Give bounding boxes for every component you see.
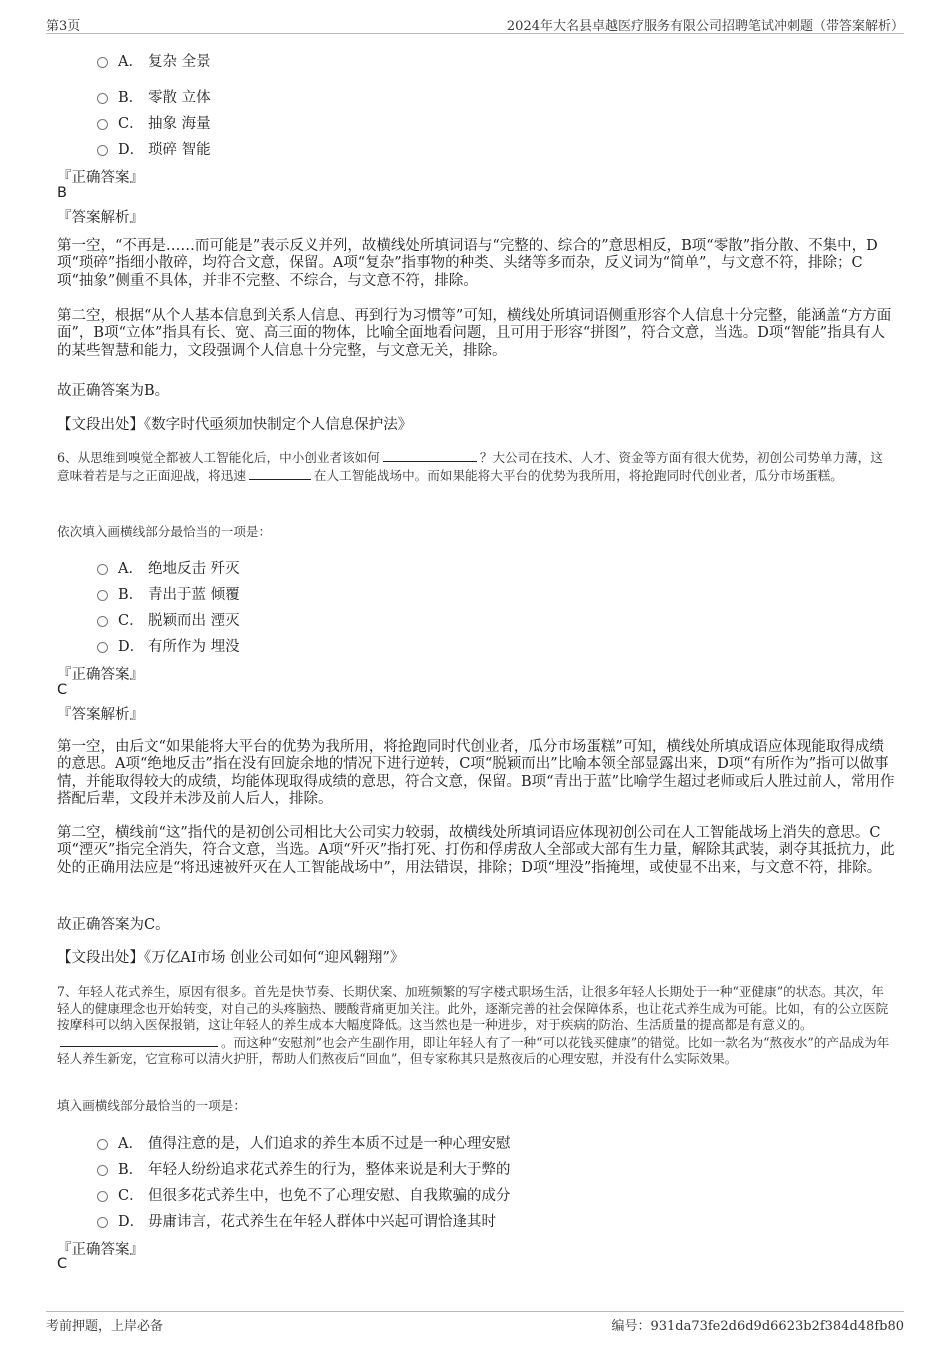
radio-icon[interactable]	[97, 1191, 108, 1202]
radio-icon[interactable]	[97, 93, 108, 104]
q7-answer: C	[57, 1256, 68, 1272]
radio-icon[interactable]	[97, 145, 108, 156]
q6-option-d[interactable]: D． 有所作为 埋没	[97, 635, 240, 656]
document-id: 编号：931da73fe2d6d9d6623b2f384d48fb80	[611, 1319, 904, 1334]
q7-answer-label: 『正确答案』	[57, 1242, 144, 1258]
q5-answer-label: 『正确答案』	[57, 170, 144, 186]
q6-option-c[interactable]: C． 脱颖而出 湮灭	[97, 609, 240, 630]
q5-source: 【文段出处】《数字时代亟须加快制定个人信息保护法》	[57, 417, 413, 433]
q6-answer-label: 『正确答案』	[57, 667, 144, 683]
radio-icon[interactable]	[97, 590, 108, 601]
q6-question-text: 6、从思维到嗅觉全都被人工智能化后，中小创业者该如何 ？大公司在技术、人才、资金等方面有很大优势，初创公司势单力薄，这意味着若是与之正面迎战，将迅速 在人工智能战场中。而如果能将大平台的优势为我所用，将抢跑同时代创业者，瓜分市场蛋糕。	[57, 450, 883, 483]
radio-icon[interactable]	[97, 616, 108, 627]
radio-icon[interactable]	[97, 57, 108, 68]
q6-conclusion: 故正确答案为C。	[57, 917, 170, 933]
radio-icon[interactable]	[97, 1165, 108, 1176]
q6-answer: C	[57, 682, 68, 698]
q6-option-a[interactable]: A． 绝地反击 歼灭	[97, 557, 240, 578]
q6-source: 【文段出处】《万亿AI市场 创业公司如何“迎风翱翔”》	[57, 950, 405, 966]
q7-option-c[interactable]: C． 但很多花式养生中，也免不了心理安慰、自我欺骗的成分	[97, 1184, 511, 1205]
q5-option-a[interactable]: A． 复杂 全景	[97, 50, 211, 71]
footer-divider	[46, 1311, 904, 1312]
header-divider	[46, 33, 904, 34]
answer-blank	[383, 449, 477, 462]
q5-answer: B	[57, 185, 67, 201]
answer-blank	[60, 1034, 218, 1047]
q6-analysis-label: 『答案解析』	[57, 707, 144, 723]
radio-icon[interactable]	[97, 642, 108, 653]
document-title: 2024年大名县卓越医疗服务有限公司招聘笔试冲刺题（带答案解析）	[506, 19, 904, 34]
page-number: 第3页	[46, 19, 81, 34]
radio-icon[interactable]	[97, 119, 108, 130]
footer-slogan: 考前押题，上岸必备	[46, 1319, 164, 1334]
q5-option-b[interactable]: B． 零散 立体	[97, 86, 211, 107]
q7-option-d[interactable]: D． 毋庸讳言，花式养生在年轻人群体中兴起可谓恰逢其时	[97, 1210, 496, 1231]
q5-analysis-para2: 第二空，根据“从个人基本信息到关系人信息、再到行为习惯等”可知，横线处所填词语侧重形容个人信息十分完整，能涵盖“方方面面”，B项“立体”指具有长、宽、高三面的物体，比喻全面地看问题，且可用于形容“拼图”，符合文意，当选。D项“智能”指具有人的某些智慧和能力，文段强调个人信息十分完整，与文意无关，排除。	[57, 308, 892, 359]
radio-icon[interactable]	[97, 1139, 108, 1150]
q7-question-text: 7、年轻人花式养生，原因有很多。首先是快节奏、长期伏案、加班频繁的写字楼式职场生活，让很多年轻人长期处于一种“亚健康”的状态。其次，年轻人的健康理念也开始转变，对自己的头疼脑热、腰酸背痛更加关注。此外，逐渐完善的社会保障体系，也让花式养生成为可能。比如，有的公立医院按摩科可以纳入医保报销，这让年轻人的养生成本大幅度降低。这当然也是一种进步，对于疾病的防治、生活质量的提高都是有意义的。。而这种“安慰剂”也会产生副作用，即让年轻人有了一种“可以花钱买健康”的错觉。比如一款名为“熬夜水”的产品成为年轻人养生新宠，它宣称可以清火护肝，帮助人们熬夜后“回血”，但专家称其只是熬夜后的心理安慰，并没有什么实际效果。	[57, 984, 890, 1067]
radio-icon[interactable]	[97, 564, 108, 575]
q5-analysis-para1: 第一空，“不再是……而可能是”表示反义并列，故横线处所填词语与“完整的、综合的”意思相反，B项“零散”指分散、不集中，D项“琐碎”指细小散碎，均符合文意，保留。A项“复杂”指事物的种类、头绪等多而杂，反义词为“简单”，与文意不符，排除；C项“抽象”侧重不具体，并非不完整、不综合，与文意不符，排除。	[57, 238, 878, 289]
q5-conclusion: 故正确答案为B。	[57, 383, 170, 399]
answer-blank	[249, 467, 311, 480]
q7-prompt: 填入画横线部分最恰当的一项是：	[57, 1098, 246, 1113]
q5-option-c[interactable]: C． 抽象 海量	[97, 112, 211, 133]
q6-prompt: 依次填入画横线部分最恰当的一项是：	[57, 524, 272, 539]
q7-option-a[interactable]: A． 值得注意的是，人们追求的养生本质不过是一种心理安慰	[97, 1132, 511, 1153]
radio-icon[interactable]	[97, 1217, 108, 1228]
q6-analysis-para1: 第一空，由后文“如果能将大平台的优势为我所用，将抢跑同时代创业者，瓜分市场蛋糕”可知，横线处所填成语应体现能取得成绩的意思。A项“绝地反击”指在没有回旋余地的情况下进行逆转，C项“脱颖而出”比喻本领全部显露出来，D项“有所作为”指可以做事情，并能取得较大的成绩，均能体现取得成绩的意思，符合文意，保留。B项“青出于蓝”比喻学生超过老师或后人胜过前人，常用作搭配后辈，文段并未涉及前人后人，排除。	[57, 739, 895, 807]
q5-analysis-label: 『答案解析』	[57, 210, 144, 226]
q5-option-d[interactable]: D． 琐碎 智能	[97, 138, 211, 159]
q7-option-b[interactable]: B． 年轻人纷纷追求花式养生的行为，整体来说是利大于弊的	[97, 1158, 511, 1179]
q6-option-b[interactable]: B． 青出于蓝 倾覆	[97, 583, 240, 604]
q6-analysis-para2: 第二空，横线前“这”指代的是初创公司相比大公司实力较弱，故横线处所填词语应体现初创公司在人工智能战场上消失的意思。C项“湮灭”指完全消失，符合文意，当选。A项“歼灭”指打死、打伤和俘虏敌人全部或大部有生力量，解除其武装，剥夺其抵抗力，此处的正确用法应是“将迅速被歼灭在人工智能战场中”，用法错误，排除；D项“埋没”指掩埋，或使显不出来，与文意不符，排除。	[57, 825, 895, 876]
